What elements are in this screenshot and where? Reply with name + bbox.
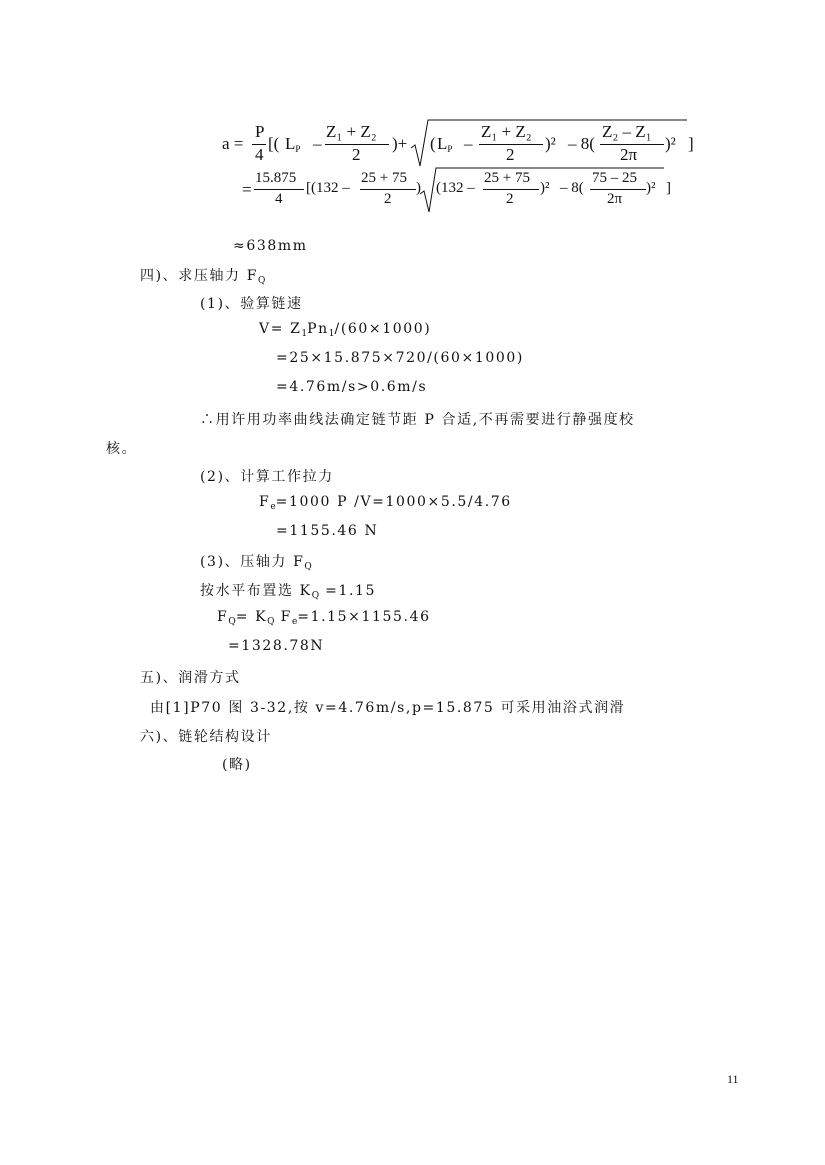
formula-minus8: – 8( — [568, 134, 595, 153]
formula-num3: Z₂ – Z₁ — [602, 122, 652, 141]
lubrication-text: 由[1]P70 图 3-32,按 v=4.76m/s,p=15.875 可采用油浴式润滑 — [150, 700, 626, 716]
formula2-num2: 25 + 75 — [484, 170, 530, 186]
step-3-heading: (3)、压轴力 $F_Q$ — [200, 554, 312, 572]
step-2-heading: (2)、计算工作拉力 — [200, 469, 334, 485]
formula2-bracket-close: ] — [666, 180, 671, 196]
omitted-note: (略) — [222, 757, 252, 773]
formula2-num3: 75 – 25 — [592, 170, 637, 186]
formula-lhs: a = — [222, 134, 244, 153]
tension-formula: $F_e=1000$ P /V=1000×5.5/4.76 — [259, 494, 512, 512]
formula-frac-p-num: P — [255, 122, 265, 141]
chain-speed-result: =4.76m/s>0.6m/s — [276, 379, 428, 395]
step-1-heading: (1)、验算链速 — [200, 296, 303, 312]
formula-paren-open: ( — [430, 134, 436, 153]
formula-num2: Z₁ + Z₂ — [481, 122, 532, 141]
formula-frac-p-den: 4 — [255, 145, 264, 164]
formula2-eq: = — [242, 180, 252, 199]
formula-close3: )² — [665, 134, 676, 153]
formula-den2: 2 — [506, 145, 515, 164]
formula-sq: )² — [545, 134, 556, 153]
chain-speed-calc: =25×15.875×720/(60×1000) — [276, 350, 524, 366]
formula-den3: 2π — [620, 145, 638, 164]
formula-close-plus: )+ — [392, 134, 408, 153]
approx-result: ≈638mm — [233, 238, 308, 254]
formula-lp: LP — [285, 134, 301, 154]
formula-num1: Z₁ + Z₂ — [326, 122, 377, 141]
formula2-minus8: – 8( — [560, 180, 584, 196]
kq-selection: 按水平布置选 $K_Q =1.15$ — [200, 583, 377, 601]
formula2-open: [(132 – — [306, 180, 350, 196]
formula-bracket-open: [( — [268, 134, 280, 153]
chain-speed-formula: $V= Z_1Pn_1/(60\times 1000)$ — [259, 321, 432, 339]
formula-lp2: LP — [437, 134, 453, 154]
formula2-den1: 2 — [384, 191, 392, 207]
formula-minus: – — [313, 134, 322, 153]
formula2-open2: (132 – — [436, 180, 475, 196]
formula2-den2: 2 — [506, 191, 514, 207]
formula2-den-p: 4 — [275, 191, 283, 207]
formula2-sq: )² — [540, 180, 550, 196]
section-5-heading: 五)、润滑方式 — [140, 670, 241, 686]
page-number: 11 — [727, 1072, 739, 1086]
conclusion-line-1: ∴用许用功率曲线法确定链节距 P 合适,不再需要进行静强度校 — [200, 412, 635, 428]
tension-result: =1155.46 N — [276, 523, 379, 539]
formula2-num-p: 15.875 — [255, 170, 297, 186]
formula-bracket-close: ] — [688, 134, 694, 153]
formula-minus2: – — [464, 134, 473, 153]
formula2-close: ) — [416, 180, 421, 196]
conclusion-line-2: 核。 — [106, 441, 138, 457]
formula2-close3: )² — [646, 180, 656, 196]
formula-den1: 2 — [352, 145, 361, 164]
formula2-num1: 25 + 75 — [361, 170, 407, 186]
axle-load-formula: $F_Q= K_Q$ $F_e=1.15\times 1155.46$ — [217, 609, 431, 627]
axle-load-result: =1328.78N — [228, 638, 325, 654]
section-6-heading: 六)、链轮结构设计 — [140, 729, 272, 745]
section-4-heading: 四)、求压轴力 $F_Q$ — [140, 268, 266, 286]
formula2-den3: 2π — [607, 191, 623, 207]
